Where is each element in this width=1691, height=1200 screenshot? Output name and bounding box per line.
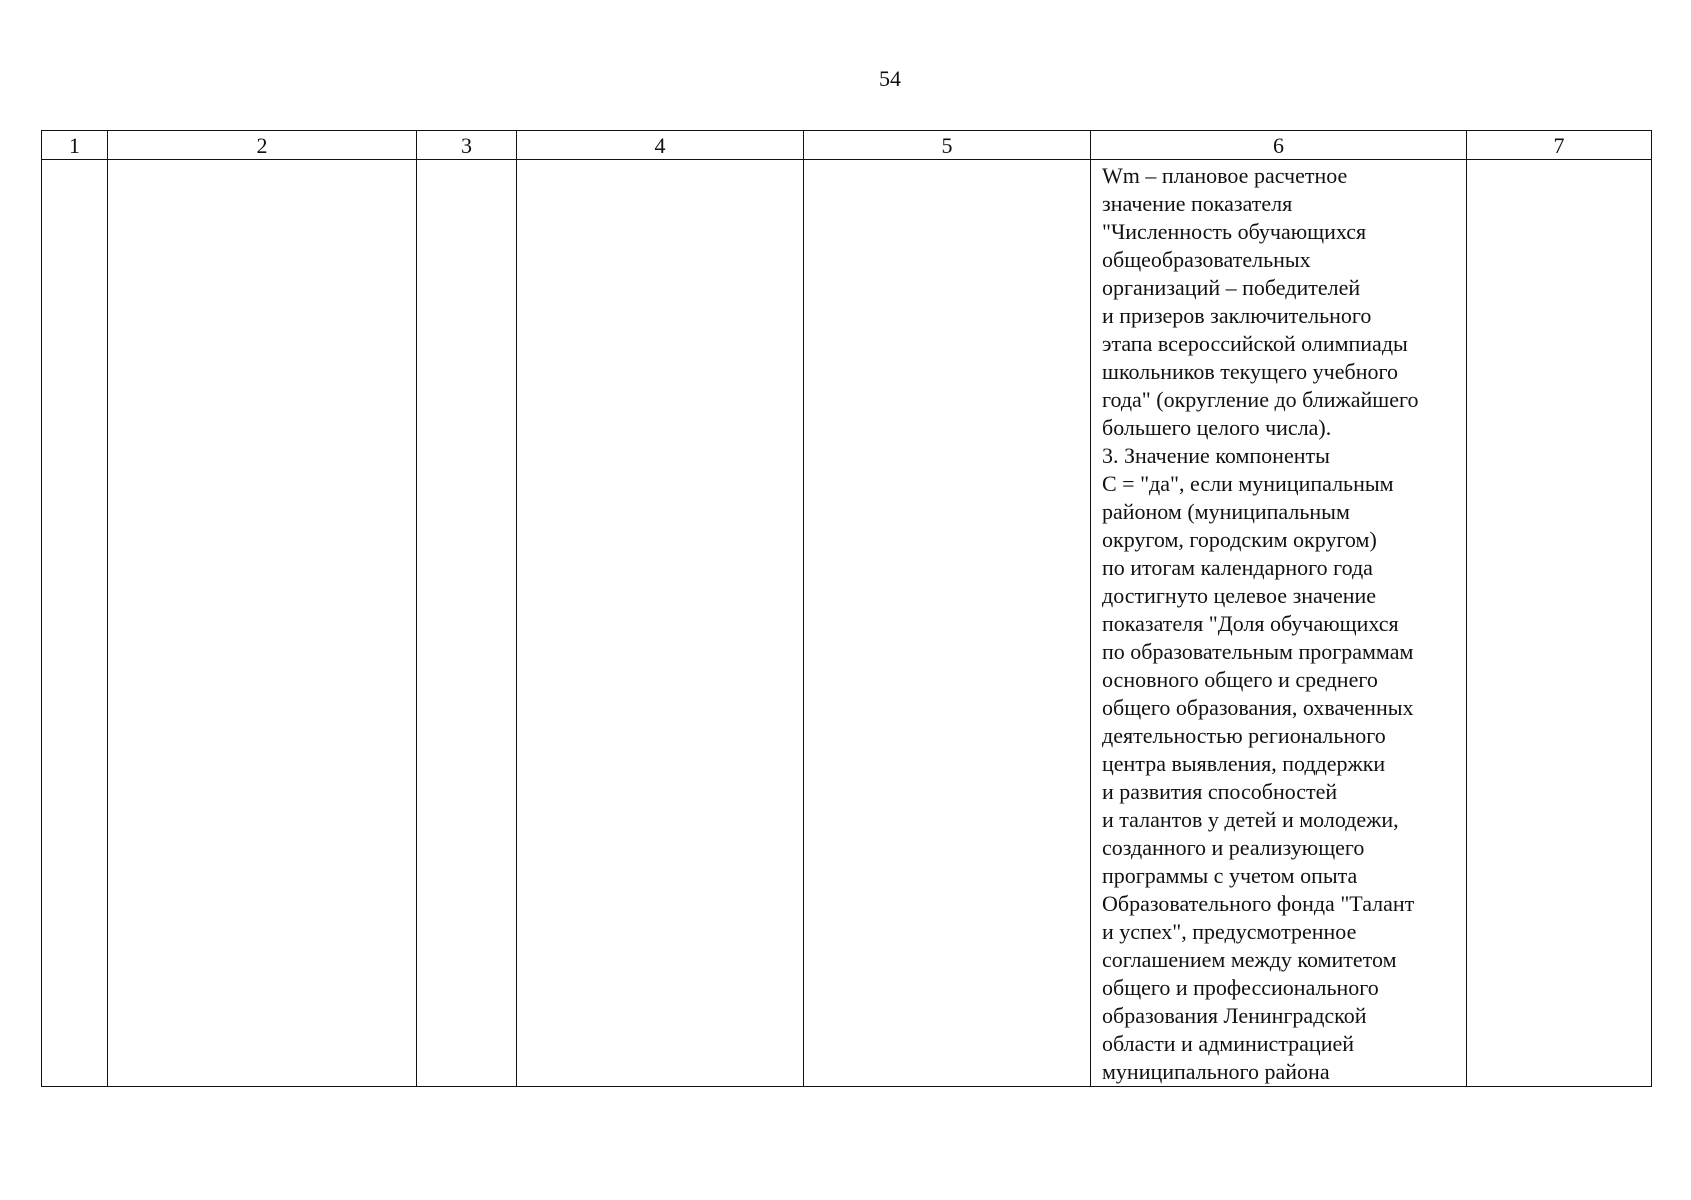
cell-col-7: [1467, 160, 1652, 1087]
column-header-7: 7: [1467, 131, 1652, 160]
column-header-6: 6: [1091, 131, 1467, 160]
text-line: муниципального района: [1102, 1059, 1330, 1084]
cell-col-3: [417, 160, 517, 1087]
text-line: C = "да", если муниципальным: [1102, 471, 1394, 496]
text-line: соглашением между комитетом: [1102, 947, 1397, 972]
column-header-2: 2: [108, 131, 417, 160]
document-table: [41, 130, 1652, 1087]
text-line: показателя "Доля обучающихся: [1102, 611, 1399, 636]
header-row: [42, 131, 1652, 160]
text-line: общеобразовательных: [1102, 247, 1311, 272]
text-line: и талантов у детей и молодежи,: [1102, 807, 1399, 832]
cell-col-1: [42, 160, 108, 1087]
text-line: общего образования, охваченных: [1102, 695, 1414, 720]
text-line: общего и профессионального: [1102, 975, 1379, 1000]
column-header-3: 3: [417, 131, 517, 160]
table-row: [42, 160, 1652, 1087]
text-line: основного общего и среднего: [1102, 667, 1378, 692]
text-line: организаций – победителей: [1102, 275, 1361, 300]
column-header-1: 1: [42, 131, 108, 160]
text-line: значение показателя: [1102, 191, 1293, 216]
text-line: и успех", предусмотренное: [1102, 919, 1357, 944]
text-line: 3. Значение компоненты: [1102, 443, 1330, 468]
text-line: образования Ленинградской: [1102, 1003, 1367, 1028]
text-line: центра выявления, поддержки: [1102, 751, 1386, 776]
cell-col-2: [108, 160, 417, 1087]
text-line: округом, городским округом): [1102, 527, 1377, 552]
text-line: и развития способностей: [1102, 779, 1338, 804]
text-line: по образовательным программам: [1102, 639, 1414, 664]
text-line: года" (округление до ближайшего: [1102, 387, 1419, 412]
text-line: "Численность обучающихся: [1102, 219, 1367, 244]
text-line: и призеров заключительного: [1102, 303, 1372, 328]
text-line: Образовательного фонда "Талант: [1102, 891, 1415, 916]
text-line: созданного и реализующего: [1102, 835, 1365, 860]
text-line: большего целого числа).: [1102, 415, 1332, 440]
text-line: Wm – плановое расчетное: [1102, 163, 1348, 188]
text-line: районом (муниципальным: [1102, 499, 1350, 524]
text-line: области и администрацией: [1102, 1031, 1355, 1056]
cell-col-5: [804, 160, 1091, 1087]
text-line: достигнуто целевое значение: [1102, 583, 1377, 608]
text-line: по итогам календарного года: [1102, 555, 1373, 580]
text-line: школьников текущего учебного: [1102, 359, 1398, 384]
text-line: этапа всероссийской олимпиады: [1102, 331, 1408, 356]
column-6-text: [1091, 160, 1466, 1086]
cell-col-6: [1091, 160, 1467, 1087]
column-header-4: 4: [517, 131, 804, 160]
text-line: программы с учетом опыта: [1102, 863, 1358, 888]
column-header-5: 5: [804, 131, 1091, 160]
cell-col-4: [517, 160, 804, 1087]
page-number: 54: [879, 66, 901, 91]
text-line: деятельностью регионального: [1102, 723, 1386, 748]
